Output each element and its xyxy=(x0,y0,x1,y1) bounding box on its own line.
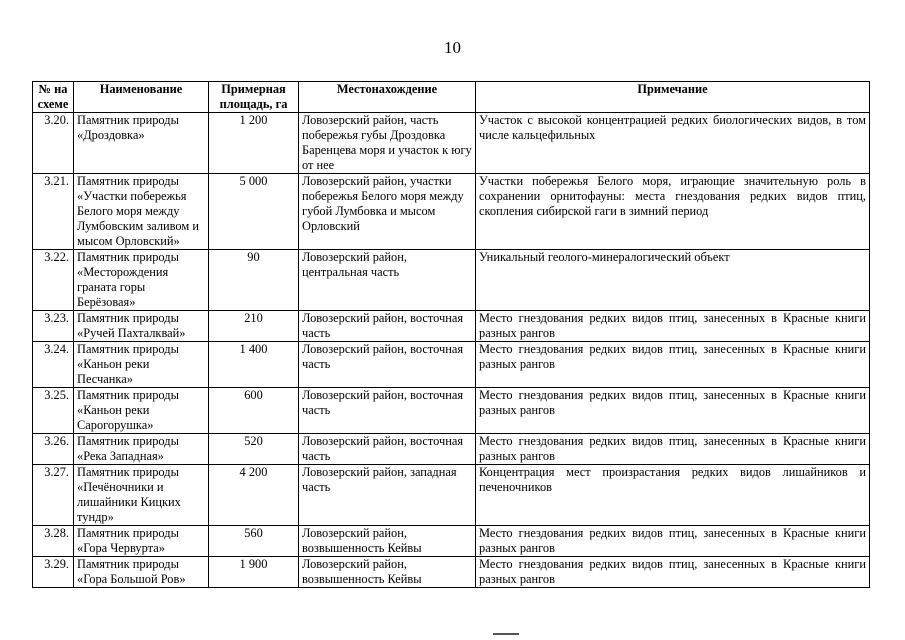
table-row xyxy=(33,342,870,388)
cell-note: Место гнездования редких видов птиц, занесенных в Красные книги разных рангов xyxy=(476,526,870,557)
nature-monuments-table xyxy=(32,81,870,588)
cell-area: 90 xyxy=(209,250,299,311)
table-row xyxy=(33,250,870,311)
cell-name: Памятник природы «Участки побережья Белого моря между Лумбовским заливом и мысом Орловский» xyxy=(74,174,209,250)
header-name: Наименование xyxy=(74,82,209,113)
header-note: Примечание xyxy=(476,82,870,113)
cell-name: Памятник природы «Каньон реки Песчанка» xyxy=(74,342,209,388)
table-row xyxy=(33,434,870,465)
table-row xyxy=(33,311,870,342)
cell-area: 600 xyxy=(209,388,299,434)
header-area: Примерная площадь, га xyxy=(209,82,299,113)
header-scheme-number: № на схеме xyxy=(33,82,74,113)
cell-name: Памятник природы «Каньон реки Сарогорушка» xyxy=(74,388,209,434)
table-row xyxy=(33,113,870,174)
cell-location: Ловозерский район, восточная часть xyxy=(299,434,476,465)
table-row xyxy=(33,174,870,250)
cell-note: Концентрация мест произрастания редких видов лишайников и печеночников xyxy=(476,465,870,526)
cell-name: Памятник природы «Месторождения граната горы Берёзовая» xyxy=(74,250,209,311)
cell-note: Участок с высокой концентрацией редких биологических видов, в том числе кальцефильных xyxy=(476,113,870,174)
cell-scheme-number: 3.28. xyxy=(33,526,74,557)
cell-name: Памятник природы «Печёночники и лишайники Кицких тундр» xyxy=(74,465,209,526)
cell-name: Памятник природы «Гора Большой Ров» xyxy=(74,557,209,588)
cell-location: Ловозерский район, западная часть xyxy=(299,465,476,526)
cell-name: Памятник природы «Река Западная» xyxy=(74,434,209,465)
cell-location: Ловозерский район, участки побережья Белого моря между губой Лумбовка и мысом Орловский xyxy=(299,174,476,250)
cell-name: Памятник природы «Дроздовка» xyxy=(74,113,209,174)
cell-note: Место гнездования редких видов птиц, занесенных в Красные книги разных рангов xyxy=(476,342,870,388)
cell-location: Ловозерский район, восточная часть xyxy=(299,311,476,342)
cell-scheme-number: 3.20. xyxy=(33,113,74,174)
cell-area: 1 200 xyxy=(209,113,299,174)
cell-scheme-number: 3.23. xyxy=(33,311,74,342)
cell-scheme-number: 3.25. xyxy=(33,388,74,434)
cell-name: Памятник природы «Ручей Пахталквай» xyxy=(74,311,209,342)
cell-scheme-number: 3.24. xyxy=(33,342,74,388)
page-number: 10 xyxy=(444,38,461,57)
table-row xyxy=(33,526,870,557)
cell-area: 4 200 xyxy=(209,465,299,526)
cell-note: Место гнездования редких видов птиц, занесенных в Красные книги разных рангов xyxy=(476,557,870,588)
cell-area: 5 000 xyxy=(209,174,299,250)
cell-note: Уникальный геолого-минералогический объект xyxy=(476,250,870,311)
cell-area: 1 400 xyxy=(209,342,299,388)
table-header-row xyxy=(33,82,870,113)
cell-note: Место гнездования редких видов птиц, занесенных в Красные книги разных рангов xyxy=(476,311,870,342)
cell-scheme-number: 3.22. xyxy=(33,250,74,311)
cell-area: 560 xyxy=(209,526,299,557)
cell-scheme-number: 3.27. xyxy=(33,465,74,526)
cell-location: Ловозерский район, центральная часть xyxy=(299,250,476,311)
cell-scheme-number: 3.21. xyxy=(33,174,74,250)
cell-location: Ловозерский район, восточная часть xyxy=(299,388,476,434)
scan-edge-mark xyxy=(493,633,519,635)
cell-area: 210 xyxy=(209,311,299,342)
table-row xyxy=(33,388,870,434)
cell-name: Памятник природы «Гора Червурта» xyxy=(74,526,209,557)
cell-location: Ловозерский район, возвышенность Кейвы xyxy=(299,557,476,588)
table-row xyxy=(33,557,870,588)
cell-note: Место гнездования редких видов птиц, занесенных в Красные книги разных рангов xyxy=(476,388,870,434)
cell-location: Ловозерский район, возвышенность Кейвы xyxy=(299,526,476,557)
cell-location: Ловозерский район, восточная часть xyxy=(299,342,476,388)
cell-area: 1 900 xyxy=(209,557,299,588)
cell-area: 520 xyxy=(209,434,299,465)
cell-note: Место гнездования редких видов птиц, занесенных в Красные книги разных рангов xyxy=(476,434,870,465)
cell-scheme-number: 3.26. xyxy=(33,434,74,465)
cell-note: Участки побережья Белого моря, играющие значительную роль в сохранении орнитофауны: места гнездования редких видов птиц, скопления сибирской гаги в зимний период xyxy=(476,174,870,250)
cell-location: Ловозерский район, часть побережья губы Дроздовка Баренцева моря и участок к югу от нее xyxy=(299,113,476,174)
header-location: Местонахождение xyxy=(299,82,476,113)
table-row xyxy=(33,465,870,526)
cell-scheme-number: 3.29. xyxy=(33,557,74,588)
